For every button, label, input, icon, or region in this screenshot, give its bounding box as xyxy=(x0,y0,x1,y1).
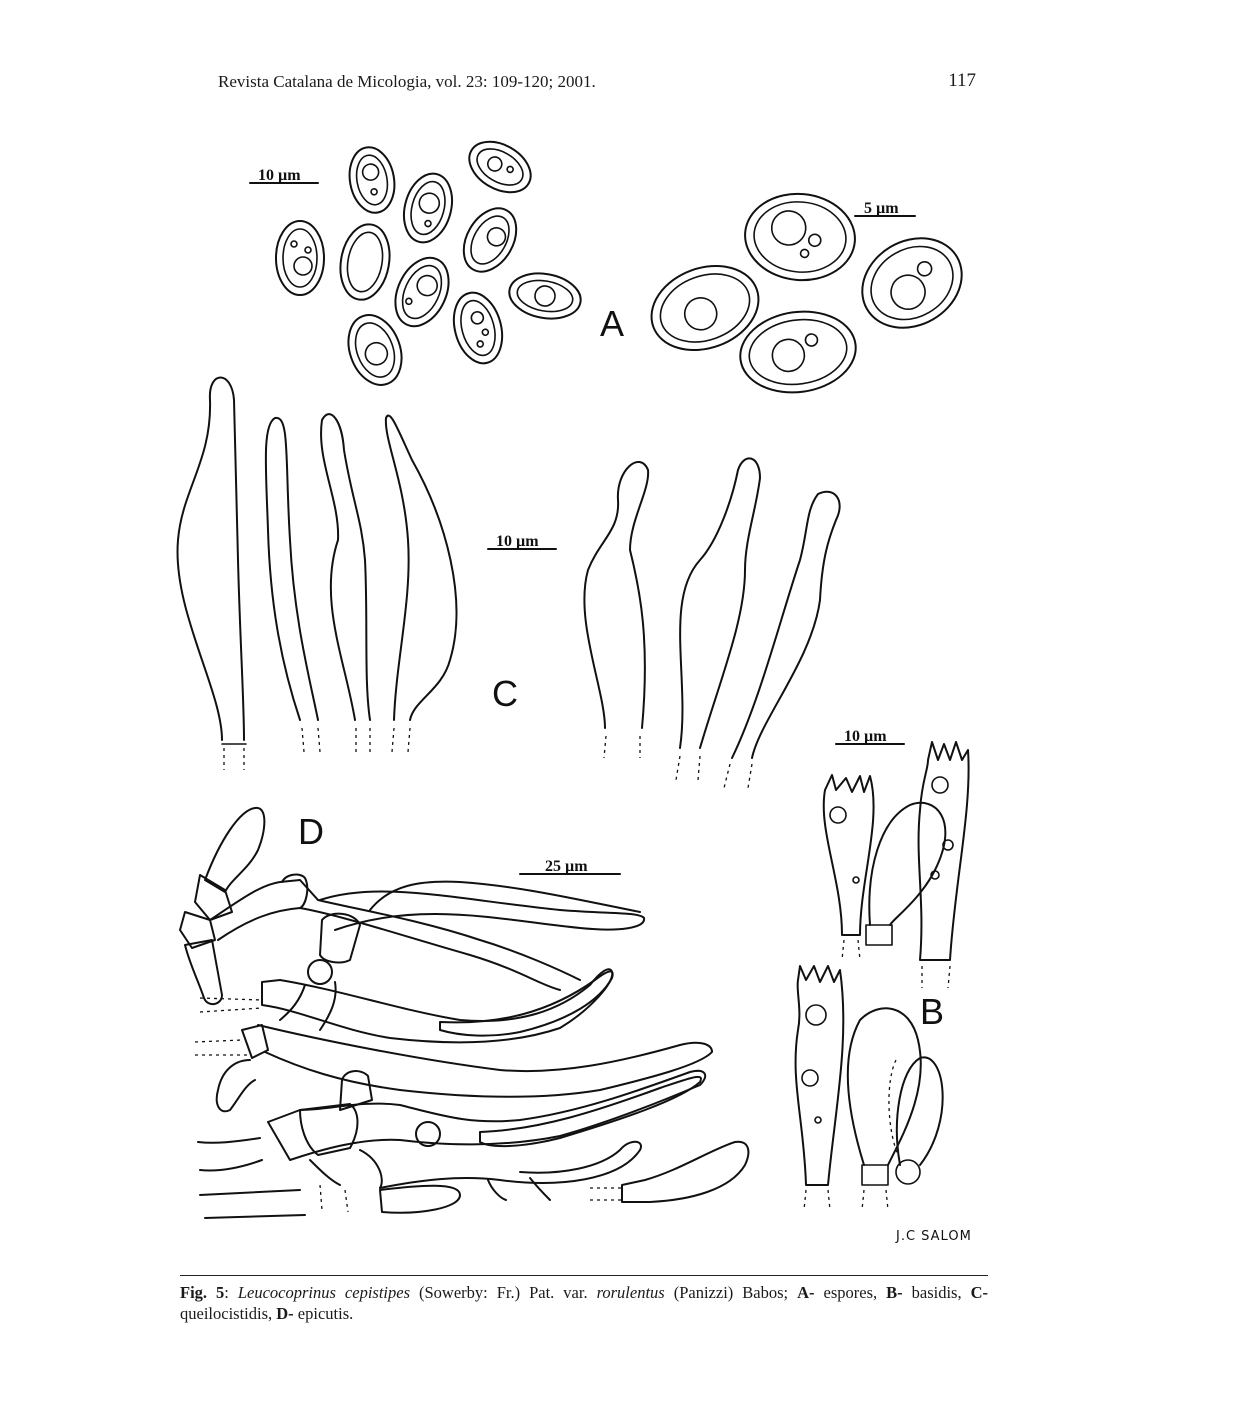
spore xyxy=(846,221,978,346)
basidium xyxy=(796,966,844,1210)
cystidium xyxy=(178,378,244,741)
scale-bar-label: 25 µm xyxy=(545,858,588,875)
cystidium xyxy=(732,492,840,758)
hypha xyxy=(262,969,612,1042)
cystidium xyxy=(386,416,457,720)
panel-label-c: C xyxy=(492,673,518,714)
scale-bar-label: 10 µm xyxy=(258,167,301,184)
caption-species: Leucocoprinus cepistipes xyxy=(237,1283,410,1302)
spores-small-group xyxy=(250,131,584,392)
hypha-tip xyxy=(622,1142,748,1202)
spore xyxy=(453,199,527,281)
spore xyxy=(506,268,585,324)
epicutis-group xyxy=(180,808,748,1218)
spore xyxy=(741,189,858,284)
page-number: 117 xyxy=(948,70,976,91)
hypha xyxy=(210,880,580,980)
panel-label-d: D xyxy=(298,811,324,852)
caption-rule xyxy=(180,1275,988,1276)
caption-fig-label: Fig. 5 xyxy=(180,1283,225,1302)
spore xyxy=(276,221,324,295)
panel-label-a: A xyxy=(600,303,625,344)
cystidium xyxy=(680,458,760,748)
journal-citation: Revista Catalana de Micologia, vol. 23: 109-120; 2001. xyxy=(218,72,596,91)
basidium xyxy=(919,742,969,988)
spore xyxy=(335,220,395,303)
basidium xyxy=(866,803,945,945)
cystidium xyxy=(584,462,648,728)
scale-bar-label: 5 µm xyxy=(864,200,899,217)
illustrator-signature: J.C SALOM xyxy=(896,1229,972,1244)
spore xyxy=(345,144,400,217)
cystidium xyxy=(321,414,370,720)
scale-bar-label: 10 µm xyxy=(844,728,887,745)
hypha-tip xyxy=(205,808,264,892)
hypha xyxy=(268,1071,705,1160)
basidium xyxy=(848,1008,943,1210)
cheilocystidia-group xyxy=(178,378,840,789)
caption-variety: rorulentus xyxy=(596,1283,665,1302)
spore xyxy=(446,287,509,368)
spore xyxy=(385,249,459,335)
figure-caption: Fig. 5: Leucocoprinus cepistipes (Sowerby: Fr.) Pat. var. rorulentus (Panizzi) Babos; A- espores, B- basidis, C- queilocistidis, D- epicutis. xyxy=(180,1283,988,1323)
cystidium xyxy=(266,418,318,720)
spore xyxy=(397,168,460,248)
scale-bar-label: 10 µm xyxy=(496,533,539,550)
spore xyxy=(460,131,539,202)
basidia-group xyxy=(796,728,969,1210)
spores-large-group xyxy=(640,189,978,399)
panel-label-b: B xyxy=(920,991,945,1032)
